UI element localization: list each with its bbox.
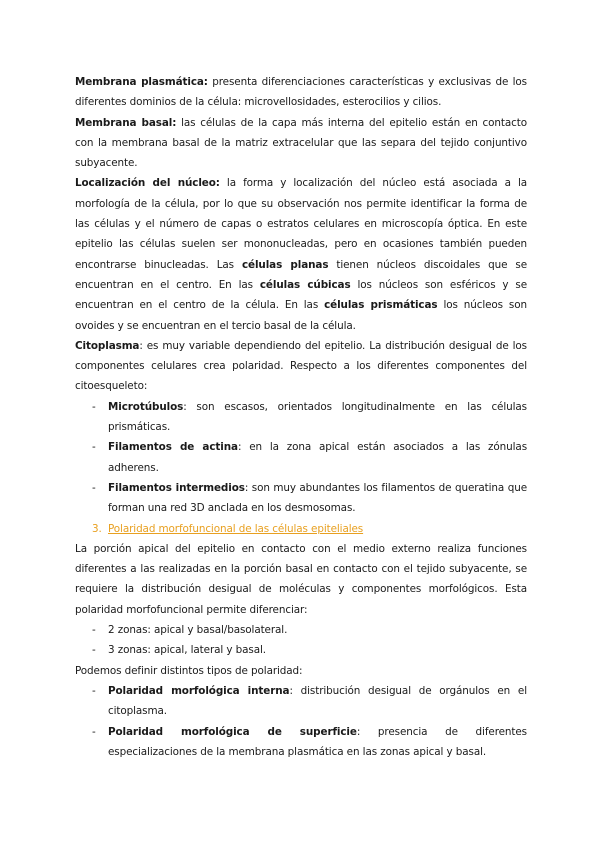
list-bullet: - <box>92 481 96 494</box>
list-item-text: : son muy abundantes los filamentos de queratina que forman una red 3D anclada en los desmosomas. <box>108 481 527 515</box>
list-item-term: Polaridad morfológica de superficie <box>108 725 357 738</box>
text-membrana-basal: las células de la capa más interna del epitelio están en contacto con la membrana basal de la matriz extracelular que las separa del tejido conjuntivo subyacente. <box>75 116 527 170</box>
paragraph-nucleo <box>75 173 527 335</box>
list-item-text: : son escasos, orientados longitudinalmente en las células prismáticas. <box>108 400 527 434</box>
list-item-text: : distribución desigual de orgánulos en el citoplasma. <box>108 684 527 718</box>
list-item <box>75 722 527 763</box>
list-item <box>75 397 527 438</box>
document-page <box>75 72 527 762</box>
section-title: Polaridad morfofuncional de las células epiteliales <box>108 522 364 535</box>
term-celulas-prismaticas: células prismáticas <box>324 299 438 312</box>
text-citoplasma: : es muy variable dependiendo del epitelio. La distribución desigual de los componentes celulares crea polaridad. Respecto a los diferentes componentes del citoesqueleto: <box>75 339 527 393</box>
list-item <box>75 478 527 519</box>
text-nucleo-3: los núcleos son esféricos y se encuentran en el centro de la célula. En las <box>75 278 528 312</box>
list-bullet: - <box>92 684 96 697</box>
list-bullet: - <box>92 441 96 454</box>
term-membrana-plasmatica: Membrana plasmática: <box>75 76 208 88</box>
term-celulas-cubicas: células cúbicas <box>259 278 351 291</box>
list-item-text: : presencia de diferentes especializaciones de la membrana plasmática en las zonas apical y basal. <box>108 725 527 758</box>
list-item <box>75 437 527 478</box>
text-nucleo-4: los núcleos son ovoides y se encuentran en el tercio basal de la célula. <box>75 299 527 332</box>
list-item-text: 3 zonas: apical, lateral y basal. <box>108 644 266 657</box>
list-bullet: - <box>92 725 96 738</box>
list-item-term: Polaridad morfológica interna <box>108 684 290 697</box>
tipos-list <box>75 681 527 762</box>
text-membrana-plasmatica: presenta diferenciaciones características y exclusivas de los diferentes dominios de la célula: microvellosidades, esterocilios y cilios. <box>75 76 527 109</box>
list-item <box>75 681 527 722</box>
zonas-list <box>75 620 527 661</box>
list-item-text: : en la zona apical están asociados a las zónulas adherens. <box>108 441 528 474</box>
term-membrana-basal: Membrana basal: <box>75 116 177 129</box>
paragraph-tipos-intro: Podemos definir distintos tipos de polaridad: <box>75 664 303 677</box>
term-celulas-planas: células planas <box>241 258 329 271</box>
paragraph-citoplasma <box>75 336 527 397</box>
list-bullet: - <box>92 644 96 657</box>
citoesqueleto-list <box>75 397 527 519</box>
text-nucleo-1: la forma y localización del núcleo está asociada a la morfología de la célula, por lo que su observación nos permite identificar la forma de las células y el número de capas o estratos celulares en microscopía óptica. En este epitelio las células suelen ser mononucleadas, pero en ocasiones también pueden encontrarse binucleadas. Las <box>75 177 528 271</box>
paragraph-polaridad-intro: La porción apical del epitelio en contacto con el medio externo realiza funciones diferentes a las realizadas en la porción basal en contacto con el tejido subyacente, se requiere la distribución desigual de moléculas y componentes morfológicos. Esta polaridad morfofuncional permite diferenciar: <box>75 542 527 616</box>
list-item-text: 2 zonas: apical y basal/basolateral. <box>108 624 288 637</box>
paragraph-membrana-plasmatica <box>75 72 527 113</box>
list-bullet: - <box>92 400 96 413</box>
list-item-term: Microtúbulos <box>108 400 184 413</box>
paragraph-membrana-basal <box>75 113 527 174</box>
term-nucleo: Localización del núcleo: <box>75 177 220 190</box>
section-heading <box>75 519 527 539</box>
list-item <box>75 640 527 660</box>
list-bullet: - <box>92 624 96 637</box>
list-item-term: Filamentos intermedios <box>108 481 245 494</box>
list-item <box>75 620 527 640</box>
section-number: 3. <box>92 522 102 535</box>
term-citoplasma: Citoplasma <box>75 339 140 352</box>
text-nucleo-2: tienen núcleos discoidales que se encuentran en el centro. En las <box>75 258 528 291</box>
list-item-term: Filamentos de actina <box>108 441 238 454</box>
